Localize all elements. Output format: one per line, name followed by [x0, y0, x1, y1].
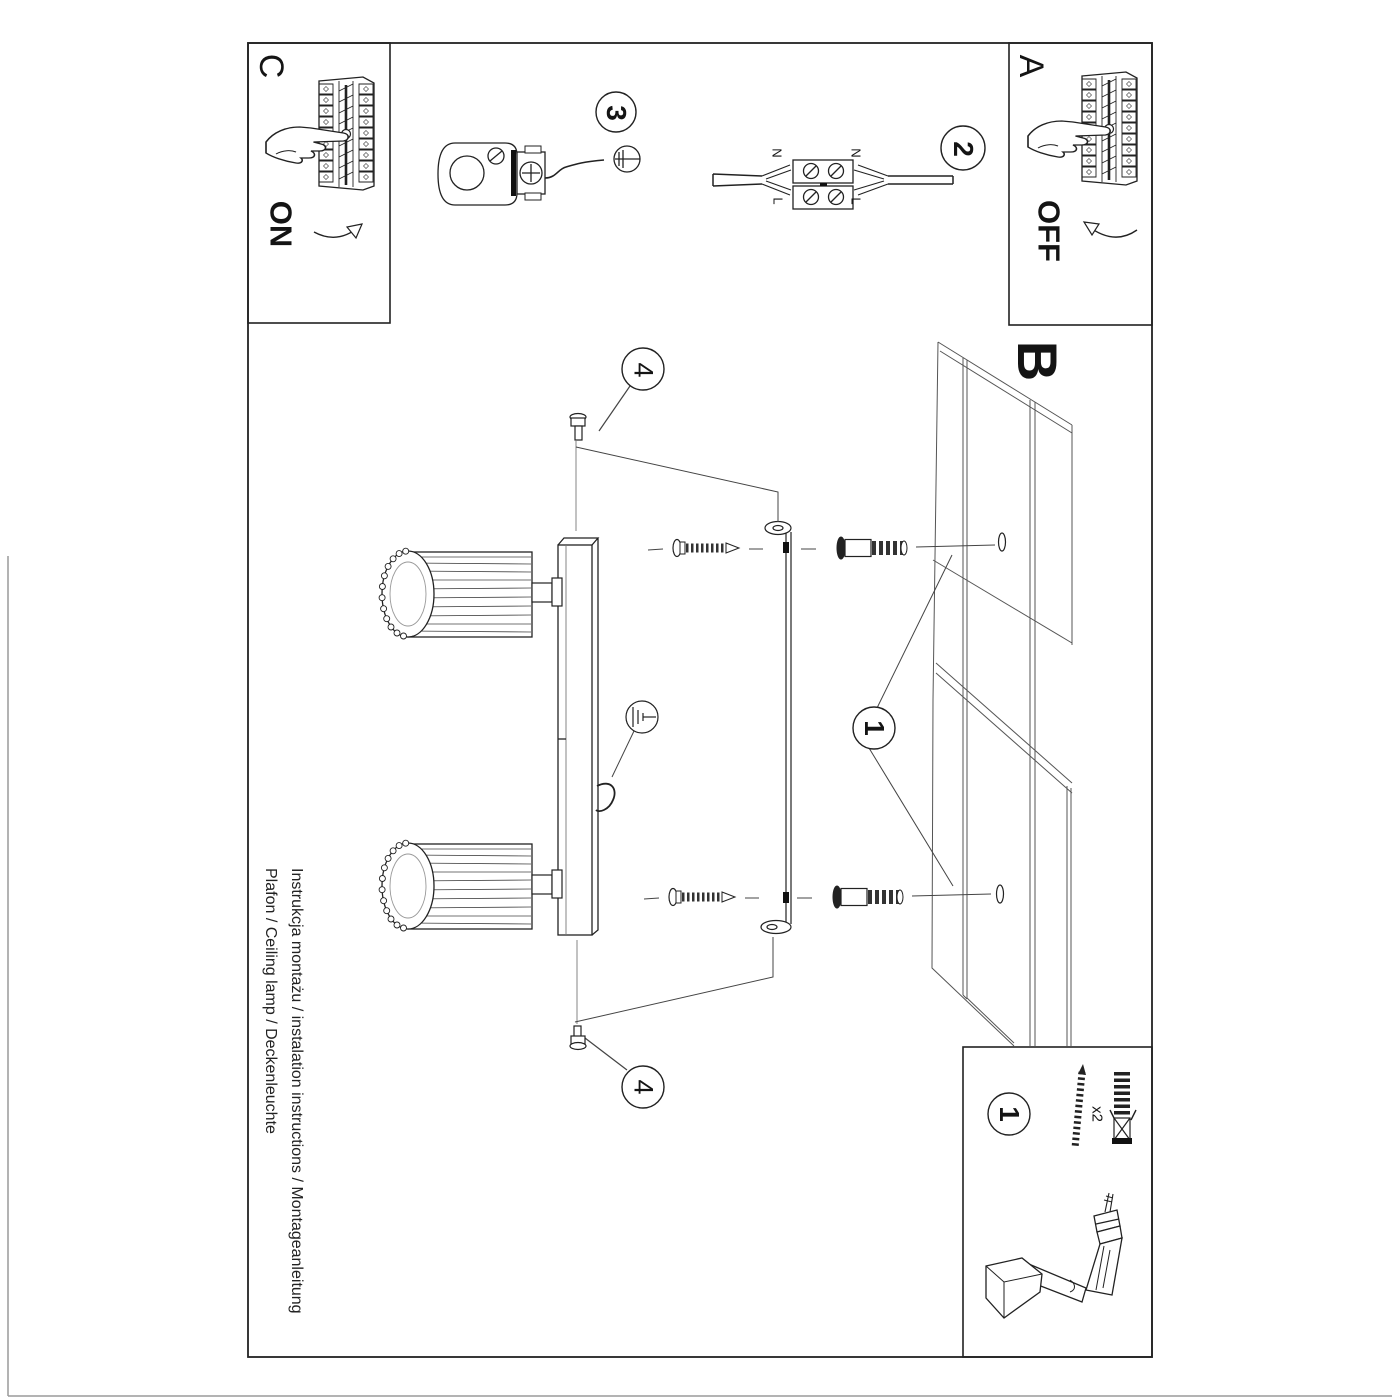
step2-number: 2: [948, 141, 979, 157]
step4-bottom-number: 4: [628, 1079, 659, 1095]
screwdriver-bit-icon: [614, 146, 640, 172]
scan-edge-artifacts: [8, 556, 1392, 1396]
section-c-label: C: [252, 53, 290, 79]
step4-top-number: 4: [628, 362, 659, 378]
panel-boxes: [248, 43, 1152, 1357]
wire-l-left-label: L: [770, 197, 786, 205]
parts-box-content: [986, 1064, 1136, 1318]
wire-l-right-label: L: [848, 197, 864, 205]
shade-bottom: [379, 840, 562, 931]
mounting-bracket-icon: [761, 522, 791, 934]
wall-panels-icon: [932, 342, 1072, 1046]
switch-off-label: OFF: [1031, 200, 1067, 262]
ceiling-lamp-icon: [558, 538, 598, 935]
step1-wall-number: 1: [859, 720, 890, 736]
wire-n-right-label: N: [848, 148, 864, 158]
switch-on-label: ON: [263, 200, 299, 248]
step3-number: 3: [601, 105, 632, 121]
section-a-label: A: [1012, 54, 1050, 78]
screw-and-plug-row-bottom: [644, 886, 991, 908]
anchor-quantity-label: x2: [1088, 1106, 1106, 1122]
callout-4-top: [570, 348, 778, 531]
wall-plug-icon: [1110, 1072, 1136, 1144]
callout-4-bottom: [570, 937, 773, 1108]
shade-top: [379, 548, 562, 639]
screw-icon: [1075, 1064, 1086, 1148]
footer-title-line2: Plafon / Ceiling lamp / Deckenleuchte: [262, 868, 279, 1134]
screw-and-plug-row-top: [648, 537, 995, 559]
wire-n-left-label: N: [769, 148, 785, 158]
page-border: [248, 43, 1152, 1357]
footer-title-line1: Instrukcja montażu / instalation instructions / Montageanleitung: [288, 868, 305, 1314]
ground-symbol-icon: [596, 701, 658, 811]
section-b-label: B: [1006, 340, 1069, 382]
drill-icon: [986, 1193, 1122, 1318]
step1-parts-number: 1: [994, 1106, 1025, 1122]
footer-title: [257, 868, 309, 1350]
